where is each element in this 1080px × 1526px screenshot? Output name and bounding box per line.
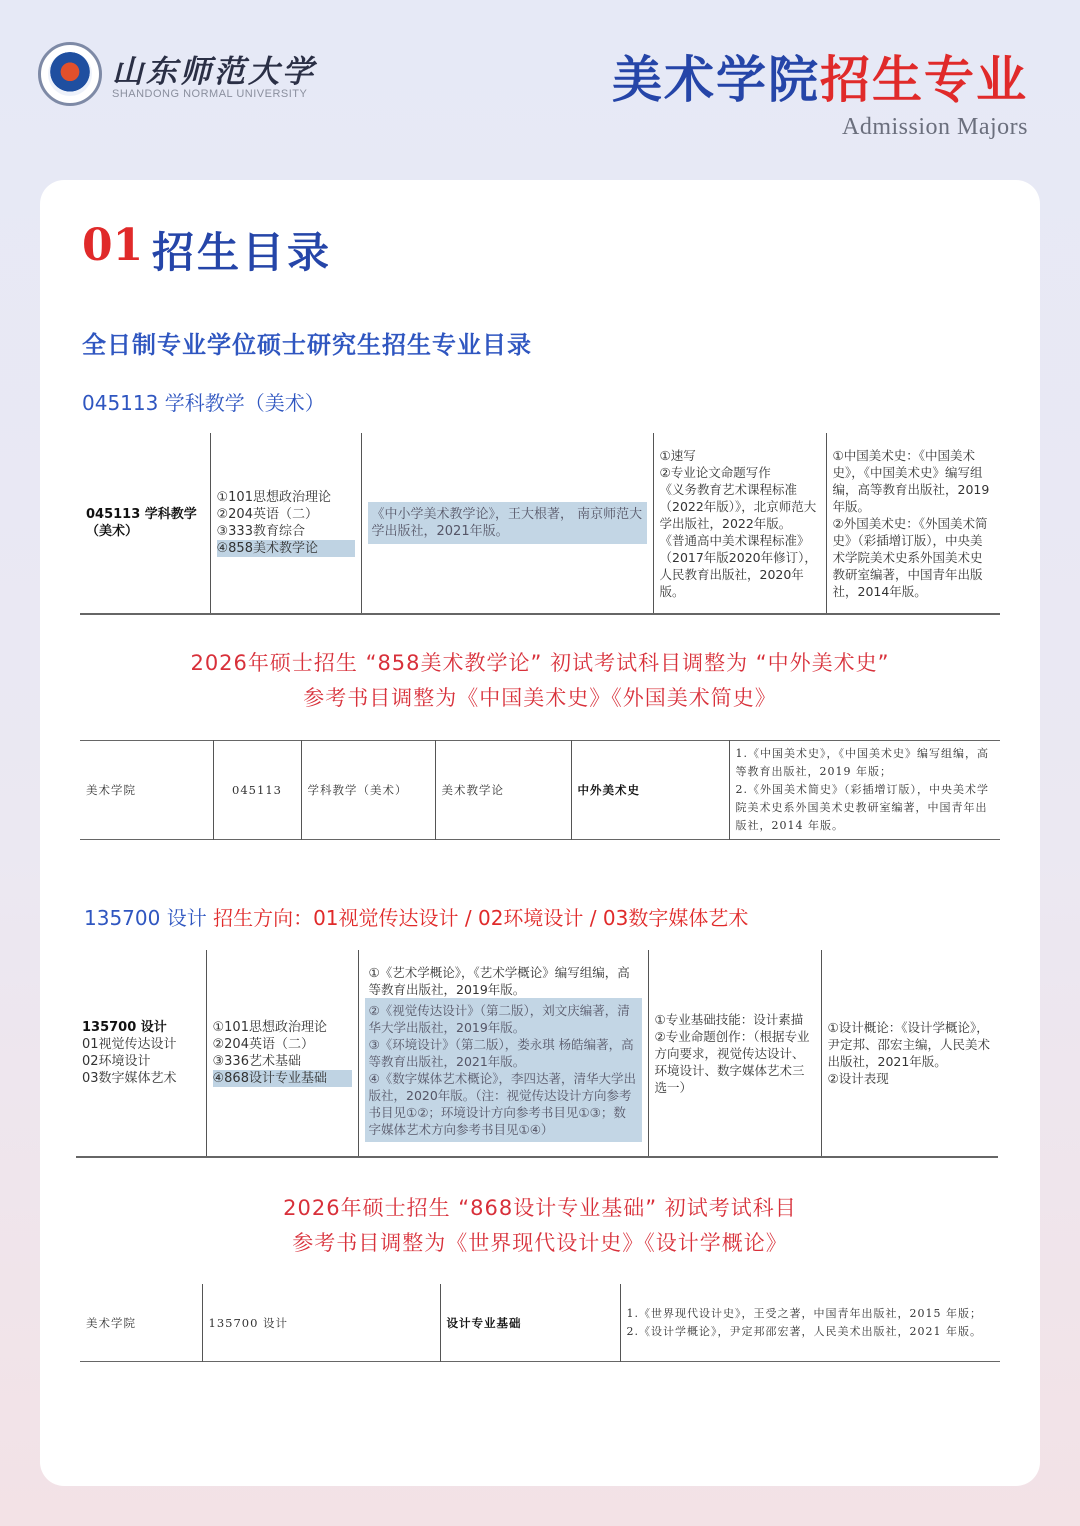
major1-notice-line2: 参考书目调整为《中国美术史》《外国美术简史》 bbox=[303, 686, 777, 710]
adjusted-major-cell: 学科教学（美术） bbox=[301, 741, 435, 840]
major2-name: 135700 设计 bbox=[82, 1020, 167, 1035]
section-title: 招生目录 bbox=[152, 228, 333, 277]
adjusted-major-cell: 135700 设计 bbox=[202, 1284, 440, 1362]
major2-initial-refs-cell bbox=[358, 950, 648, 1157]
major1-retest-cell: ①速写 ②专业论文命题写作 《义务教育艺术课程标准（2022年版）》，北京师范大学出版社，2022年版。 《普通高中美术课程标准》（2017年版2020年修订），人民教育出版社，2020年版。 bbox=[653, 433, 826, 614]
major2-subjects-cell bbox=[206, 950, 358, 1157]
direction-item: 03数字媒体艺术 bbox=[82, 1071, 177, 1086]
major1-retest-refs-cell: ①中国美术史：《中国美术史》，《中国美术史》编写组编，高等教育出版社，2019年版。 ②外国美术史：《外国美术简史》（彩插增订版），中央美术学院美术史系外国美术史教研室编著，中国青年出版社，2014年版。 bbox=[826, 433, 1000, 614]
major2-notice-line2: 参考书目调整为《世界现代设计史》《设计学概论》 bbox=[292, 1231, 788, 1255]
subject-item: ①101思想政治理论 bbox=[212, 1020, 327, 1035]
major2-heading bbox=[84, 902, 748, 931]
major1-subjects-cell bbox=[210, 433, 361, 614]
major2-name-cell bbox=[76, 950, 206, 1157]
subject-item: ③333教育综合 bbox=[216, 524, 305, 539]
adjusted-old-subject-cell: 美术教学论 bbox=[435, 741, 571, 840]
subject-item-highlighted: ④868设计专业基础 bbox=[213, 1070, 352, 1087]
adjusted-college-cell: 美术学院 bbox=[86, 1315, 136, 1330]
adjusted-subject-cell: 设计专业基础 bbox=[440, 1284, 620, 1362]
major1-notice-line1: 2026年硕士招生 “858美术教学论” 初试考试科目调整为 “中外美术史” bbox=[190, 651, 890, 675]
page-title bbox=[612, 40, 1028, 112]
major1-adjusted-table bbox=[80, 740, 1000, 840]
subject-item: ②204英语（二） bbox=[212, 1037, 314, 1052]
adjusted-refs-cell: 1.《世界现代设计史》，王受之著，中国青年出版社，2015 年版； 2.《设计学概论》，尹定邦邵宏著，人民美术出版社，2021 年版。 bbox=[620, 1284, 1000, 1362]
direction-item: 02环境设计 bbox=[82, 1054, 151, 1069]
section-number: 01 bbox=[82, 220, 144, 271]
major2-retest-refs-cell: ①设计概论：《设计学概论》，尹定邦、邵宏主编，人民美术出版社，2021年版。 ②设计表现 bbox=[821, 950, 998, 1157]
page-title-part1: 美术学院 bbox=[612, 50, 820, 109]
initial-refs-highlighted: ②《视觉传达设计》（第二版），刘文庆编著，清华大学出版社，2019年版。 ③《环境设计》（第二版），娄永琪 杨皓编著，高等教育出版社，2021年版。 ④《数字媒体艺术概论》，李四达著，清华大学出版社，2020年版。（注：视觉传达设计方向参考书目见①②；环境设计方向参考书目见①③；数字媒体艺术方向参考书目见①④） bbox=[365, 998, 642, 1142]
catalog-subheading: 全日制专业学位硕士研究生招生专业目录 bbox=[82, 331, 532, 359]
university-name-en: SHANDONG NORMAL UNIVERSITY bbox=[112, 88, 308, 100]
page-title-part2: 招生专业 bbox=[820, 50, 1028, 109]
major2-adjusted-table bbox=[80, 1284, 1000, 1362]
content-card bbox=[40, 180, 1040, 1486]
adjusted-new-subject-cell: 中外美术史 bbox=[571, 741, 729, 840]
major2-notice-line1: 2026年硕士招生 “868设计专业基础” 初试考试科目 bbox=[283, 1196, 797, 1220]
university-logo bbox=[38, 42, 102, 106]
major2-heading-code: 135700 设计 bbox=[84, 906, 207, 930]
university-name: 山东师范大学 bbox=[112, 54, 316, 90]
adjusted-code-cell: 045113 bbox=[213, 741, 301, 840]
adjusted-refs-cell: 1.《中国美术史》，《中国美术史》编写组编，高等教育出版社，2019 年版； 2.《外国美术简史》（彩插增订版），中央美术学院美术史系外国美术史教研室编著，中国青年出版社，2014 年版。 bbox=[729, 741, 1000, 840]
major1-name-cell: 045113 学科教学（美术） bbox=[86, 507, 197, 539]
subject-item-highlighted: ④858美术教学论 bbox=[217, 540, 355, 557]
major2-heading-directions: 招生方向：01视觉传达设计 / 02环境设计 / 03数字媒体艺术 bbox=[213, 906, 749, 930]
major2-retest-cell: ①专业基础技能：设计素描 ②专业命题创作：（根据专业方向要求，视觉传达设计、环境设计、数字媒体艺术三选一） bbox=[648, 950, 821, 1157]
initial-refs-highlighted: 《中小学美术教学论》，王大根著， 南京师范大学出版社，2021年版。 bbox=[368, 502, 647, 544]
logo-emblem-icon bbox=[48, 52, 92, 96]
major1-heading: 045113 学科教学（美术） bbox=[82, 391, 325, 415]
subject-item: ③336艺术基础 bbox=[212, 1054, 301, 1069]
page-subtitle: Admission Majors bbox=[841, 114, 1028, 140]
major1-initial-refs-cell bbox=[361, 433, 653, 614]
subject-item: ①101思想政治理论 bbox=[216, 490, 331, 505]
direction-item: 01视觉传达设计 bbox=[82, 1037, 177, 1052]
major1-table bbox=[80, 433, 1000, 615]
subject-item: ②204英语（二） bbox=[216, 507, 318, 522]
adjusted-college-cell: 美术学院 bbox=[86, 783, 136, 797]
major2-table bbox=[76, 950, 998, 1158]
initial-ref-first: ①《艺术学概论》，《艺术学概论》编写组编，高等教育出版社，2019年版。 bbox=[368, 965, 630, 997]
